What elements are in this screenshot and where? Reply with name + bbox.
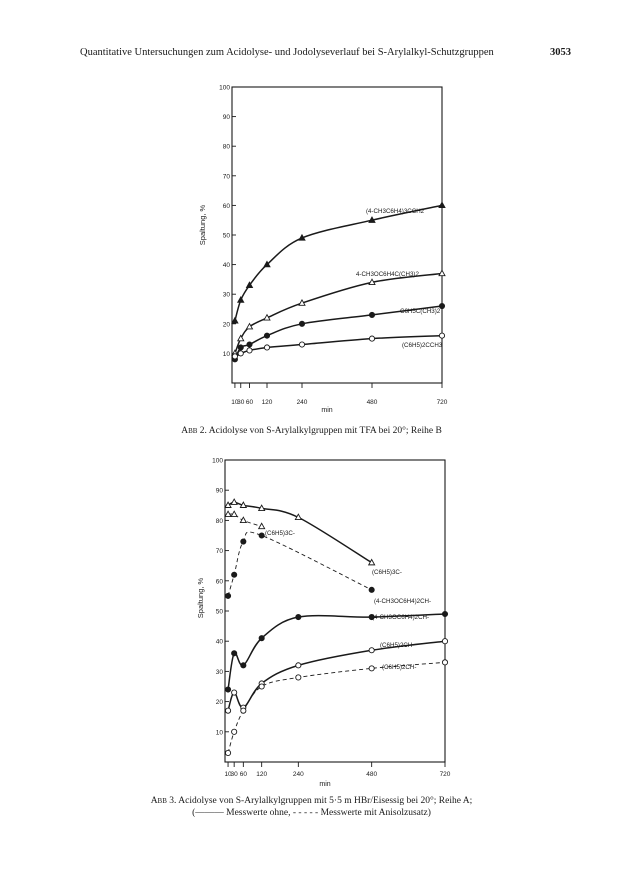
figure-3-label: Abb 3. [150, 796, 177, 806]
series-line [228, 502, 372, 562]
y-tick-label: 100 [219, 84, 230, 92]
y-tick-label: 20 [215, 699, 223, 707]
data-point [439, 202, 445, 207]
y-tick-label: 10 [215, 729, 223, 737]
data-point [247, 342, 252, 347]
data-point [247, 324, 253, 329]
data-point [259, 684, 264, 689]
data-point [232, 354, 237, 359]
x-axis-label: min [321, 407, 333, 414]
x-tick-label: 120 [256, 771, 268, 778]
x-tick-label: 480 [366, 771, 378, 778]
x-tick-label: 60 [239, 771, 247, 778]
series-line [228, 532, 372, 596]
x-axis-label: min [319, 781, 331, 788]
data-point [264, 333, 269, 338]
running-title: Quantitative Untersuchungen zum Acidolyse- und Jodolyseverlauf bei S-Arylalkyl-Schutzgruppen [80, 47, 494, 58]
data-point [232, 651, 237, 656]
data-point [231, 511, 237, 516]
x-tick-label: 120 [261, 399, 273, 406]
data-point [259, 533, 264, 538]
figure-2-chart [198, 85, 448, 415]
figure-3-caption-text: Acidolyse von S-Arylalkylgruppen mit 5·5 m HBr/Eisessig bei 20°; Reihe A; [178, 796, 473, 806]
series-label: C6H5C(CH3)2 [400, 308, 441, 315]
page-number: 3053 [550, 47, 571, 58]
data-point [241, 539, 246, 544]
data-point [299, 321, 304, 326]
y-tick-label: 40 [222, 262, 230, 270]
data-point [241, 663, 246, 668]
data-point [439, 333, 444, 338]
data-point [231, 499, 237, 504]
data-point [247, 348, 252, 353]
data-point [259, 636, 264, 641]
data-point [240, 517, 246, 522]
data-point [238, 351, 243, 356]
y-tick-label: 30 [222, 291, 230, 299]
series-line [228, 662, 445, 753]
y-tick-label: 70 [215, 548, 223, 556]
y-tick-label: 90 [215, 487, 223, 495]
x-tick-label: 720 [439, 771, 451, 778]
y-tick-label: 50 [222, 232, 230, 240]
data-point [296, 675, 301, 680]
data-point [369, 587, 374, 592]
data-point [369, 648, 374, 653]
x-tick-label: 720 [436, 399, 448, 406]
x-tick-label: 10 [231, 399, 239, 406]
data-point [241, 708, 246, 713]
series-line [228, 641, 445, 710]
y-tick-label: 100 [212, 457, 223, 465]
series-label: 4-CH3OC6H4C(CH3)2 [356, 271, 419, 278]
data-point [225, 593, 230, 598]
data-point [369, 666, 374, 671]
data-point [225, 750, 230, 755]
series-label: (4-CH3OC6H4)2CH- [374, 598, 432, 605]
data-point [238, 345, 243, 350]
data-point [232, 572, 237, 577]
figure-2-label: Abb 2. [181, 426, 207, 436]
data-point [369, 312, 374, 317]
series-label: (C6H5)2CH- [380, 642, 415, 649]
y-tick-label: 20 [222, 321, 230, 329]
series-label: (C6H5)3C- [265, 530, 295, 537]
data-point [225, 687, 230, 692]
figure-3-caption [0, 796, 623, 806]
data-point [369, 336, 374, 341]
y-tick-label: 60 [215, 578, 223, 586]
series-line [228, 614, 445, 690]
figure-3-caption-line2: (——— Messwerte ohne, - - - - - Messwerte mit Anisolzusatz) [192, 808, 431, 818]
x-tick-label: 60 [245, 399, 254, 406]
x-tick-label: 480 [366, 399, 378, 406]
y-tick-label: 80 [222, 143, 230, 151]
y-tick-label: 50 [215, 608, 223, 616]
y-tick-label: 40 [215, 638, 223, 646]
y-tick-label: 70 [222, 173, 230, 181]
y-axis-label: Spaltung, % [196, 577, 205, 619]
series-label: (C6H5)2CH- [382, 664, 417, 671]
y-tick-label: 30 [215, 668, 223, 676]
data-point [442, 660, 447, 665]
data-point [238, 297, 244, 302]
series-label: (C6H5)3C- [372, 569, 402, 576]
data-point [232, 318, 238, 323]
data-point [299, 342, 304, 347]
series-label: (4-CH3C6H4)3CCH2 [366, 208, 425, 215]
figure-2-caption [0, 426, 623, 436]
figure-2-caption-text: Acidolyse von S-Arylalkylgruppen mit TFA bei 20°; Reihe B [208, 426, 442, 436]
data-point [225, 708, 230, 713]
x-tick-label: 240 [296, 399, 308, 406]
y-tick-label: 10 [222, 350, 230, 358]
data-point [232, 729, 237, 734]
figure-3-chart [196, 458, 451, 789]
data-point [232, 690, 237, 695]
series-label: (C6H5)2CCH3 [402, 342, 443, 349]
plot-frame [225, 460, 445, 762]
data-point [225, 502, 231, 507]
y-tick-label: 60 [222, 202, 230, 210]
data-point [259, 523, 265, 528]
x-tick-label: 10 [224, 771, 232, 778]
series-label: (4-CH3OC6H4)2CH- [372, 614, 430, 621]
y-tick-label: 80 [215, 517, 223, 525]
data-point [296, 663, 301, 668]
data-point [442, 639, 447, 644]
data-point [442, 611, 447, 616]
plot-frame [232, 87, 442, 383]
data-point [264, 345, 269, 350]
data-point [296, 614, 301, 619]
x-tick-label: 240 [292, 771, 304, 778]
y-tick-label: 90 [222, 114, 230, 122]
x-tick-label: 30 [230, 771, 238, 778]
x-tick-label: 30 [237, 399, 245, 406]
y-axis-label: Spaltung, % [198, 204, 207, 246]
